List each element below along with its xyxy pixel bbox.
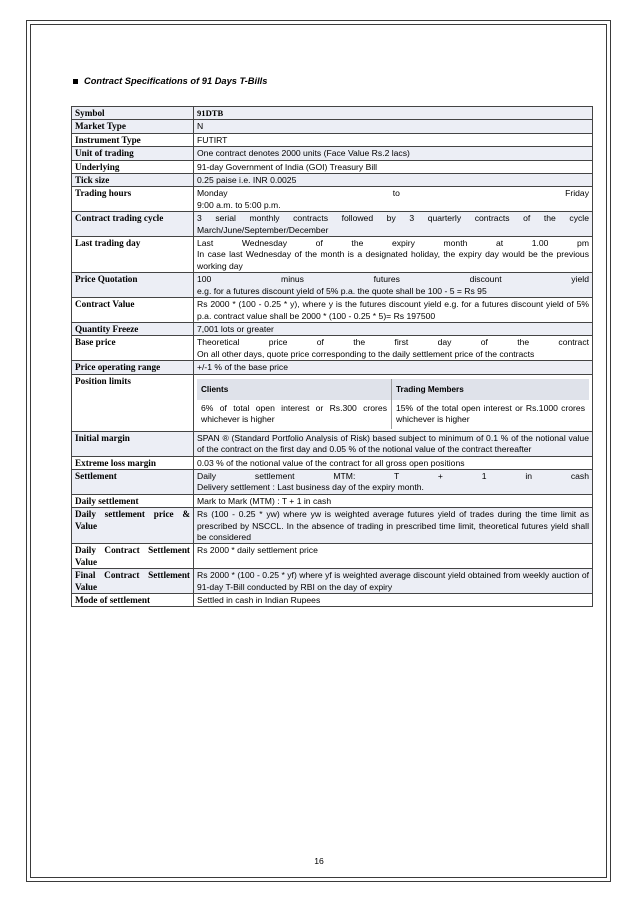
row-label: Contract Value	[72, 298, 194, 323]
row-value: Rs 2000 * (100 - 0.25 * yf) where yf is weighted average discount yield obtained from weekly auction of 91-day T-Bill conducted by RBI on the day of expiry	[194, 569, 593, 594]
row-label: Daily settlement price & Value	[72, 508, 194, 544]
row-value	[194, 187, 593, 212]
section-heading-text: Contract Specifications of 91 Days T-Bills	[84, 76, 268, 86]
table-row	[72, 508, 593, 544]
table-row	[72, 494, 593, 507]
row-value	[194, 336, 593, 361]
row-label: Daily settlement	[72, 494, 194, 507]
row-label: Underlying	[72, 160, 194, 173]
row-value: 3 serial monthly contracts followed by 3 quarterly contracts of the cycle March/June/September/December	[194, 212, 593, 237]
table-row	[72, 361, 593, 374]
position-limits-table	[197, 379, 589, 429]
row-value: Mark to Mark (MTM) : T + 1 in cash	[194, 494, 593, 507]
row-label: Daily Contract Settlement Value	[72, 544, 194, 569]
row-label: Base price	[72, 336, 194, 361]
row-value-line: Daily settlement MTM: T + 1 in cash	[197, 470, 589, 481]
row-value-line: Last Wednesday of the expiry month at 1.00 pm	[197, 238, 589, 249]
table-row	[72, 273, 593, 298]
position-limits-header	[197, 379, 589, 400]
row-label: Position limits	[72, 374, 194, 431]
trading-members-limit: 15% of the total open interest or Rs.1000 crores whichever is higher	[392, 400, 590, 429]
table-row	[72, 374, 593, 431]
row-value: FUTIRT	[194, 133, 593, 146]
table-row	[72, 107, 593, 120]
table-row	[72, 594, 593, 607]
row-label: Price Quotation	[72, 273, 194, 298]
table-row	[72, 147, 593, 160]
row-label: Mode of settlement	[72, 594, 194, 607]
row-value: One contract denotes 2000 units (Face Value Rs.2 lacs)	[194, 147, 593, 160]
row-value: 91-day Government of India (GOI) Treasury Bill	[194, 160, 593, 173]
table-row	[72, 120, 593, 133]
table-row	[72, 456, 593, 469]
row-label: Quantity Freeze	[72, 322, 194, 335]
row-value: SPAN ® (Standard Portfolio Analysis of Risk) based subject to minimum of 0.1 % of the notional value of the contract on the first day and 0.05 % of the notional value of the contract thereafter	[194, 431, 593, 456]
row-value-line: On all other days, quote price corresponding to the daily settlement price of the contracts	[197, 348, 535, 359]
row-value: Settled in cash in Indian Rupees	[194, 594, 593, 607]
table-row	[72, 174, 593, 187]
row-label: Final Contract Settlement Value	[72, 569, 194, 594]
row-value	[194, 273, 593, 298]
table-row	[72, 187, 593, 212]
section-heading	[73, 76, 267, 86]
row-value: 7,001 lots or greater	[194, 322, 593, 335]
table-row	[72, 160, 593, 173]
row-value: +/-1 % of the base price	[194, 361, 593, 374]
row-label: Symbol	[72, 107, 194, 120]
row-value: Rs (100 - 0.25 * yw) where yw is weighted average futures yield of trades during the time limit as prescribed by NSCCL. In the absence of trading in prescribed time limit, theoretical futures yield shall be considered	[194, 508, 593, 544]
clients-header: Clients	[197, 379, 392, 400]
row-value: Rs 2000 * daily settlement price	[194, 544, 593, 569]
row-value-line: Monday to Friday	[197, 188, 589, 199]
row-value-line: e.g. for a futures discount yield of 5% p.a. the quote shall be 100 - 5 = Rs 95	[197, 285, 487, 296]
row-value: N	[194, 120, 593, 133]
row-value	[194, 469, 593, 494]
table-row	[72, 133, 593, 146]
row-value: 0.03 % of the notional value of the contract for all gross open positions	[194, 456, 593, 469]
table-row	[72, 336, 593, 361]
row-value	[194, 374, 593, 431]
page-number: 16	[314, 856, 324, 866]
row-label: Trading hours	[72, 187, 194, 212]
square-bullet-icon	[73, 79, 78, 84]
row-label: Unit of trading	[72, 147, 194, 160]
row-label: Instrument Type	[72, 133, 194, 146]
row-value	[194, 237, 593, 273]
row-label: Contract trading cycle	[72, 212, 194, 237]
table-row	[72, 431, 593, 456]
row-value: 91DTB	[194, 107, 593, 120]
row-label: Initial margin	[72, 431, 194, 456]
trading-members-header: Trading Members	[392, 379, 590, 400]
position-limits-row	[197, 400, 589, 429]
row-label: Extreme loss margin	[72, 456, 194, 469]
contract-spec-table	[71, 106, 593, 607]
row-value-line: Theoretical price of the first day of the contract	[197, 337, 589, 348]
row-label: Price operating range	[72, 361, 194, 374]
table-row	[72, 544, 593, 569]
row-label: Settlement	[72, 469, 194, 494]
row-value-line: In case last Wednesday of the month is a designated holiday, the expiry day would be the previous working day	[197, 249, 589, 271]
row-label: Tick size	[72, 174, 194, 187]
row-value: Rs 2000 * (100 - 0.25 * y), where y is the futures discount yield e.g. for a futures discount yield of 5% p.a. contract value shall be 2000 * (100 - 0.25 * 5)= Rs 197500	[194, 298, 593, 323]
table-row	[72, 322, 593, 335]
table-row	[72, 237, 593, 273]
table-row	[72, 212, 593, 237]
row-label: Market Type	[72, 120, 194, 133]
table-row	[72, 569, 593, 594]
table-row	[72, 298, 593, 323]
row-value-line: 100 minus futures discount yield	[197, 274, 589, 285]
row-value: 0.25 paise i.e. INR 0.0025	[194, 174, 593, 187]
table-row	[72, 469, 593, 494]
row-value-line: Delivery settlement : Last business day of the expiry month.	[197, 482, 424, 493]
clients-limit: 6% of total open interest or Rs.300 crores whichever is higher	[197, 400, 392, 429]
row-label: Last trading day	[72, 237, 194, 273]
row-value-line: 9:00 a.m. to 5:00 p.m.	[197, 199, 281, 210]
